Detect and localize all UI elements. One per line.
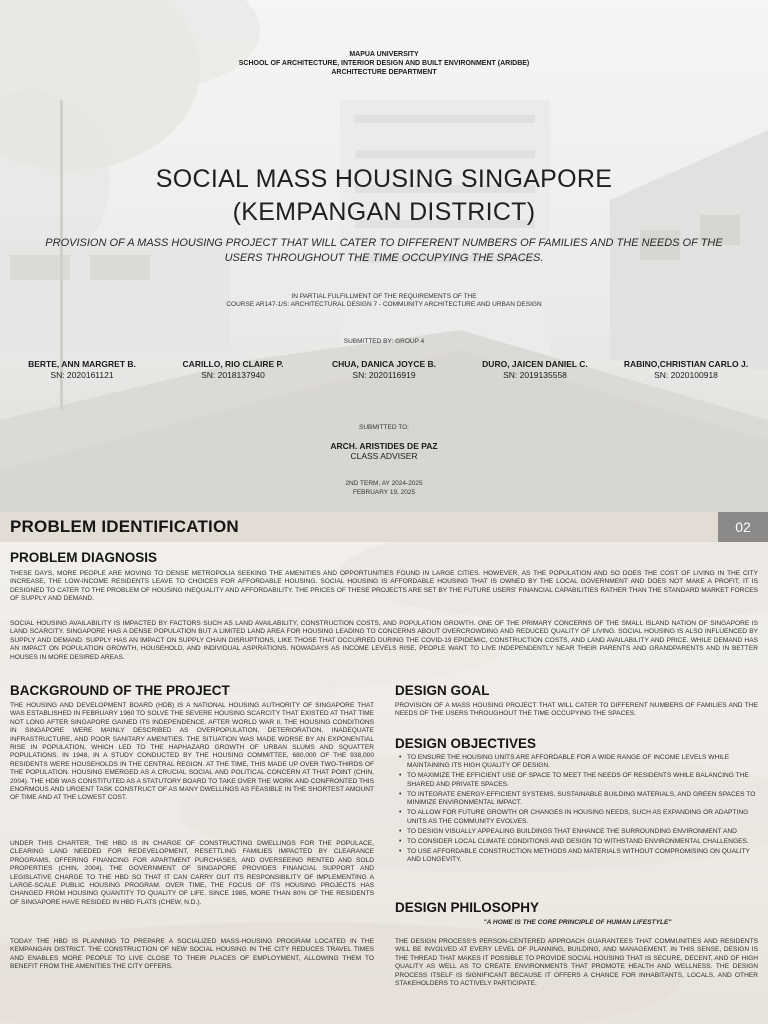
background-heading: BACKGROUND OF THE PROJECT xyxy=(10,683,230,698)
title-line-2: (KEMPANGAN DISTRICT) xyxy=(232,198,536,226)
school-name: SCHOOL OF ARCHITECTURE, INTERIOR DESIGN AND BUILT ENVIRONMENT (ARIDBE) xyxy=(238,60,530,67)
project-title xyxy=(0,163,768,229)
design-objectives-list xyxy=(397,754,758,866)
department-name: ARCHITECTURE DEPARTMENT xyxy=(331,69,437,76)
adviser-name: ARCH. ARISTIDES DE PAZ xyxy=(330,441,438,451)
objective-item: • TO ENSURE THE HOUSING UNITS ARE AFFORDABLE FOR A WIDE RANGE OF INCOME LEVELS WHILE MAINTAINING ITS HIGH QUALITY OF DESIGN. xyxy=(397,754,758,771)
objective-item: • TO ALLOW FOR FUTURE GROWTH OR CHANGES IN HOUSING NEEDS, SUCH AS EXPANDING OR ADAPTING UNITS AS THE COMMUNITY EVOLVES. xyxy=(397,809,758,826)
project-subtitle: PROVISION OF A MASS HOUSING PROJECT THAT WILL CATER TO DIFFERENT NUMBERS OF FAMILIES AND THE NEEDS OF THE USERS THROUGHOUT THE TIME OCCUPYING THE SPACES. xyxy=(45,237,723,264)
member-3 xyxy=(310,359,458,381)
member-name: CARILLO, RIO CLAIRE P. xyxy=(182,359,284,369)
problem-diagnosis-heading: PROBLEM DIAGNOSIS xyxy=(10,550,158,565)
adviser-role: CLASS ADVISER xyxy=(350,451,418,461)
design-goal-heading: DESIGN GOAL xyxy=(395,683,490,698)
problem-identification-page xyxy=(0,512,768,1024)
submitted-to-label: SUBMITTED TO: xyxy=(359,424,409,431)
member-4 xyxy=(461,359,609,381)
member-student-number: SN: 2020100918 xyxy=(654,370,718,380)
fulfillment-line-2: COURSE AR147-1/S: ARCHITECTURAL DESIGN 7 - COMMUNITY ARCHITECTURE AND URBAN DESIGN xyxy=(226,301,542,308)
member-1 xyxy=(8,359,156,381)
background-paragraph-1: THE HOUSING AND DEVELOPMENT BOARD (HDB) IS A NATIONAL HOUSING AUTHORITY OF SINGAPORE THAT WAS ESTABLISHED IN FEBRUARY 1960 TO SOLVE THE SEVERE HOUSING SCARCITY THAT EXISTED AT THAT TIME NOT LONG AFTER SINGAPORE GAINED ITS INDEPENDENCE. AFTER WORLD WAR II, THE HOUSING CONDITIONS IN SINGAPORE WERE MAINLY DESCRIBED AS OVERPOPULATION, DETERIORATION, INADEQUATE INFRASTRUCTURE, AND POOR SANITARY AMENITIES. THE SITUATION WAS MADE WORSE BY AN EXPONENTIAL RISE IN POPULATION, WHICH LED TO THE HAPHAZARD GROWTH OF URBAN SLUMS AND SQUATTER POPULATIONS. IN 1948, IN A STUDY CONDUCTED BY THE HOUSING COMMITTEE, 680,000 OF THE 938,000 RESIDENTS WERE HOUSEHOLDS IN THE CENTRAL REGION. AT THE TIME, THIS MADE UP OVER TWO-THIRDS OF THE POPULATION. HOUSING EMERGED AS A CRUCIAL SOCIAL AND POLITICAL CONCERN AT THAT POINT (CHIN, 2004). THE HDB WAS CONSTITUTED AS A STATUTORY BOARD TO TAKE OVER THE WORK AND CONFRONTED THIS ENORMOUS AND URGENT TASK CONSTRUCT OF AS MANY DWELLINGS AS FEASIBLE IN THE SHORTEST AMOUNT OF TIME AND AT THE LOWEST COST. xyxy=(10,702,374,802)
objective-item: • TO CONSIDER LOCAL CLIMATE CONDITIONS AND DESIGN TO WITHSTAND ENVIRONMENTAL CHALLENGES. xyxy=(397,838,758,846)
institution-header xyxy=(0,50,768,77)
design-philosophy-quote: "A HOME IS THE CORE PRINCIPLE OF HUMAN LIFESTYLE" xyxy=(483,919,672,926)
background-paragraph-2: UNDER THIS CHARTER, THE HBD IS IN CHARGE OF CONSTRUCTING DWELLINGS FOR THE POPULACE, CLEARING LAND NEEDED FOR REDEVELOPMENT, RESETTLING FAMILIES IMPACTED BY CLEARANCE PROGRAMS, OFFERING FINANCING FOR APARTMENT PURCHASES, AND OVERSEEING RENTED AND SOLD PROPERTIES (CHIN, 2004). THE GOVERNMENT OF SINGAPORE PROVIDES FINANCIAL SUPPORT AND LEGISLATIVE CHARGE TO THE HBD SO THAT IT CAN CARRY OUT ITS RESPONSIBILITY OF IMPLEMENTING A LARGE-SCALE PUBLIC HOUSING PROGRAM. OVER TIME, THE FOCUS OF ITS HOUSING PROJECTS HAS CHANGED FROM HOUSING QUANTITY TO QUALITY OF LIFE. SINCE 1985, MORE THAN 80% OF THE RESIDENTS OF SINGAPORE HAVE RESIDED IN HBD FLATS (CHEW, N.D.). xyxy=(10,840,374,906)
title-line-1: SOCIAL MASS HOUSING SINGAPORE xyxy=(155,165,613,193)
member-name: DURO, JAICEN DANIEL C. xyxy=(482,359,588,369)
submission-date: FEBRUARY 19, 2025 xyxy=(352,489,416,496)
member-student-number: SN: 2019135558 xyxy=(503,370,567,380)
problem-diagnosis-paragraph-1: THESE DAYS, MORE PEOPLE ARE MOVING TO DENSE METROPOLIA SEEKING THE AMENITIES AND OPPORTUNITIES FOUND IN LARGE CITIES. HOWEVER, AS THE POPULATION AND SO DOES THE COST OF LIVING IN THE CITY INCREASE, THE LOW-INCOME RESIDENTS LEAVE TO CHOICES FOR AFFORDABLE HOUSING. SOCIAL HOUSING IS AFFORDABLE HOUSING THAT IS OWNED BY THE LOCAL GOVERNMENT AND DOES NOT MAKE A PROFIT, IT IS DESIGNED TO CATER TO THE PROBLEM OF HOUSING INEQUALITY AND AFFORDABILITY. THE PRICES OF THESE PROJECTS ARE SET BY THE FUTURE USERS' FINANCIAL CAPABILITIES RATHER THAN THE STANDARD MARKET FORCES OF SUPPLY AND DEMAND. xyxy=(10,570,758,603)
objective-item: • TO INTEGRATE ENERGY-EFFICIENT SYSTEMS, SUSTAINABLE BUILDING MATERIALS, AND GREEN SPACES TO MINIMIZE ENVIRONMENTAL IMPACT. xyxy=(397,791,758,808)
design-goal-text: PROVISION OF A MASS HOUSING PROJECT THAT WILL CATER TO DIFFERENT NUMBERS OF FAMILIES AND THE NEEDS OF THE USERS THROUGHOUT THE TIME OCCUPYING THE SPACES. xyxy=(395,702,758,718)
member-student-number: SN: 2020116919 xyxy=(352,370,416,380)
design-objectives-heading: DESIGN OBJECTIVES xyxy=(395,736,537,751)
member-name: BERTE, ANN MARGRET B. xyxy=(28,359,136,369)
term-and-date xyxy=(0,479,768,497)
objective-item: • TO USE AFFORDABLE CONSTRUCTION METHODS AND MATERIALS WITHOUT COMPROMISING ON QUALITY AND LONGEVITY. xyxy=(397,848,758,865)
member-student-number: SN: 2018137940 xyxy=(201,370,265,380)
submitted-by-label: SUBMITTED BY: GROUP 4 xyxy=(343,338,425,345)
member-name: RABINO,CHRISTIAN CARLO J. xyxy=(623,359,749,369)
design-philosophy-text: THE DESIGN PROCESS'S PERSON-CENTERED APPROACH GUARANTEES THAT COMMUNITIES AND RESIDENTS WILL BE INVOLVED AT EVERY LEVEL OF PLANNING, BUILDING, AND MANAGEMENT. IN THIS SENSE, DESIGN IS THE THREAD THAT MAKES IT POSSIBLE TO PROVIDE SOCIAL HOUSING THAT IS SECURE, DECENT, AND OF HIGH QUALITY AS WELL AS TO CREATE ENVIRONMENTS THAT PROMOTE HEALTH AND WELLNESS. THE DESIGN PROCESS ITSELF IS SIGNIFICANT BECAUSE IT OFFERS A CHANCE FOR INHABITANTS, LOCALS, AND OTHER STAKEHOLDERS TO ACTIVELY PARTICIPATE. xyxy=(395,938,758,988)
academic-term: 2ND TERM, AY 2024-2025 xyxy=(345,480,423,487)
member-name: CHUA, DANICA JOYCE B. xyxy=(331,359,437,369)
problem-diagnosis-paragraph-2: SOCIAL HOUSING AVAILABILITY IS IMPACTED BY FACTORS SUCH AS LAND AVAILABILITY, CONSTRUCTION COSTS, AND POPULATION GROWTH. ONE OF THE PRIMARY CONCERNS OF THE SMALL ISLAND NATION OF SINGAPORE IS LAND SCARCITY. SINGAPORE HAS A DENSE POPULATION BUT A LIMITED LAND AREA FOR HOUSING LEADING TO CONCERNS ABOUT OVERCROWDING AND REDUCED QUALITY OF LIVING. SOCIAL HOUSING IS ALSO INFLUENCED BY SUPPLY AND DEMAND. SUPPLY HAS AN IMPACT ON SUPPLY CHAIN DISRUPTIONS, LIKE THOSE THAT OCCURRED DURING THE COVID-19 EPIDEMIC, CONSTRUCTION COSTS, AND LAND AVAILABILITY AND PRICE. WHILE DEMAND HAS AN IMPACT ON POPULATION GROWTH, HOUSEHOLD, AND INDIVIDUAL ASPIRATIONS. NOWADAYS AS INCOME LEVELS RISE, PEOPLE WANT TO LIVE INDEPENDENTLY NEAR THEIR PARENTS AND GRANDPARENTS AND IN BETTER HOUSES IN MORE DESIRED AREAS. xyxy=(10,620,758,661)
background-paragraph-3: TODAY THE HBD IS PLANNING TO PREPARE A SOCIALIZED MASS-HOUSING PROGRAM LOCATED IN THE KEMPANGAN DISTRICT. THE CONSTRUCTION OF NEW SOCIAL HOUSING IN THE CITY REDUCES TRAVEL TIMES AND ENABLES MORE PEOPLE TO LIVE CLOSE TO THEIR PLACES OF EMPLOYMENT, ALLOWING THEM TO BENEFIT FROM THE AMENITIES THE CITY OFFERS. xyxy=(10,938,374,971)
university-name: MAPUA UNIVERSITY xyxy=(349,51,419,58)
group-members xyxy=(8,359,760,381)
fulfillment-statement xyxy=(0,293,768,309)
design-philosophy-heading: DESIGN PHILOSOPHY xyxy=(395,900,540,915)
section-title: PROBLEM IDENTIFICATION xyxy=(10,517,239,536)
page-number: 02 xyxy=(718,512,768,542)
member-student-number: SN: 2020161121 xyxy=(50,370,114,380)
fulfillment-line-1: IN PARTIAL FULFILLMENT OF THE REQUIREMENTS OF THE xyxy=(291,293,477,300)
member-5 xyxy=(612,359,760,381)
objective-item: • TO MAXIMIZE THE EFFICIENT USE OF SPACE TO MEET THE NEEDS OF RESIDENTS WHILE BALANCING THE SHARED AND PRIVATE SPACES. xyxy=(397,772,758,789)
member-2 xyxy=(159,359,307,381)
objective-item: • TO DESIGN VISUALLY APPEALING BUILDINGS THAT ENHANCE THE SURROUNDING ENVIRONMENT AND xyxy=(397,828,758,836)
